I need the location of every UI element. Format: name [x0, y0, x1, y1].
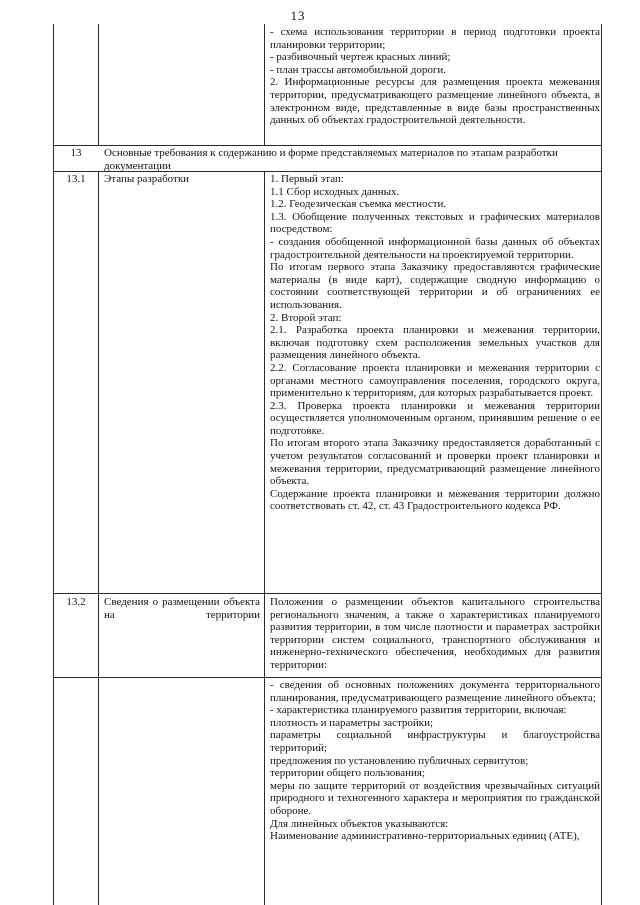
- column-divider-label: [264, 171, 265, 905]
- content-paragraph: По итогам первого этапа Заказчику предоставляются графические материалы (в виде карт), содержащие сводную информацию о состоянии соответствующей территории и об ограничениях ее использования.: [270, 261, 600, 311]
- row-divider: [53, 145, 602, 146]
- content-paragraph: предложения по установлению публичных сервитутов;: [270, 754, 529, 767]
- content-paragraph: По итогам второго этапа Заказчику предоставляется доработанный с учетом результатов согласований и проверки проект планировки и межевания территории, предусматривающий размещение линейного объекта.: [270, 437, 600, 488]
- content-paragraph: 2.2. Согласование проекта планировки и межевания территории с органами местного самоуправления поселения, городского округа, применительно к территориям, для которых разрабатывается проект.: [270, 361, 600, 400]
- content-paragraph: 1.1 Сбор исходных данных.: [270, 185, 400, 198]
- content-paragraph: 1.3. Обобщение полученных текстовых и графических материалов посредством:: [270, 210, 600, 236]
- content-cell: [270, 596, 600, 672]
- content-paragraph: территории общего пользования;: [270, 767, 426, 780]
- column-divider-num: [98, 171, 99, 905]
- content-paragraph: Положения о размещении объектов капитального строительства регионального значения, а также о характеристиках планируемого развития территории, в том числе плотности и параметрах застройки территории систем социального, транспортного обслуживания и инженерно-технического обеспечения, необходимых для развития территории:: [270, 596, 600, 671]
- content-paragraph: Наименование административно-территориальных единиц (АТЕ),: [270, 830, 580, 843]
- content-paragraph: - план трассы автомобильной дороги.: [270, 63, 447, 76]
- content-paragraph: 1. Первый этап:: [270, 173, 344, 185]
- content-paragraph: 2. Информационные ресурсы для размещения проекта межевания территории, предусматривающего размещение линейного объекта, в электронном виде, представленные в виде базы пространственных данных об объектах градостроительной деятельности.: [270, 76, 600, 127]
- content-cell: [270, 26, 600, 127]
- content-paragraph: - схема использования территории в период подготовки проекта планировки территории;: [270, 26, 600, 51]
- column-divider-num: [98, 24, 99, 145]
- content-paragraph: 2.1. Разработка проекта планировки и межевания территории, включая подготовку схем расположения земельных участков для размещения линейного объекта.: [270, 324, 600, 362]
- content-paragraph: Для линейных объектов указываются:: [270, 817, 449, 830]
- row-divider: [53, 593, 602, 594]
- row-label: Сведения о размещении объекта на территории: [104, 596, 260, 621]
- section-header: Основные требования к содержанию и форме представляемых материалов по этапам разработки документации: [104, 147, 558, 172]
- content-cell: [270, 173, 600, 513]
- row-number: 13.2: [66, 596, 86, 608]
- row-number: 13.1: [66, 173, 86, 185]
- content-paragraph: - создания обобщенной информационной базы данных об объектах градостроительной деятельности на проектируемой территории.: [270, 235, 600, 261]
- content-paragraph: 2. Второй этап:: [270, 311, 342, 324]
- content-paragraph: Содержание проекта планировки и межевания территории должно соответствовать ст. 42, ст. 43 Градостроительного кодекса РФ.: [270, 487, 600, 513]
- row-label: Этапы разработки: [104, 173, 190, 185]
- content-paragraph: 1.2. Геодезическая съемка местности.: [270, 198, 447, 211]
- content-paragraph: плотность и параметры застройки;: [270, 716, 434, 729]
- content-paragraph: параметры социальной инфраструктуры и благоустройства территорий;: [270, 729, 600, 754]
- row-number: 13: [70, 147, 82, 159]
- page-number: 13: [290, 8, 306, 23]
- content-paragraph: 2.3. Проверка проекта планировки и межевания территории осуществляется уполномоченным органом, принявшим решение о ее подготовке.: [270, 399, 600, 437]
- content-paragraph: - разбивочный чертеж красных линий;: [270, 51, 451, 64]
- content-paragraph: - сведения об основных положениях документа территориального планирования, предусматривающего размещение линейного объекта;: [270, 679, 600, 704]
- column-divider-label: [264, 24, 265, 145]
- table-border-right: [601, 24, 602, 905]
- row-divider: [53, 677, 602, 678]
- content-cell: [270, 679, 600, 843]
- content-paragraph: - характеристика планируемого развития территории, включая:: [270, 704, 567, 717]
- content-paragraph: меры по защите территорий от воздействия чрезвычайных ситуаций природного и техногенного характера и мероприятия по гражданской обороне.: [270, 779, 600, 817]
